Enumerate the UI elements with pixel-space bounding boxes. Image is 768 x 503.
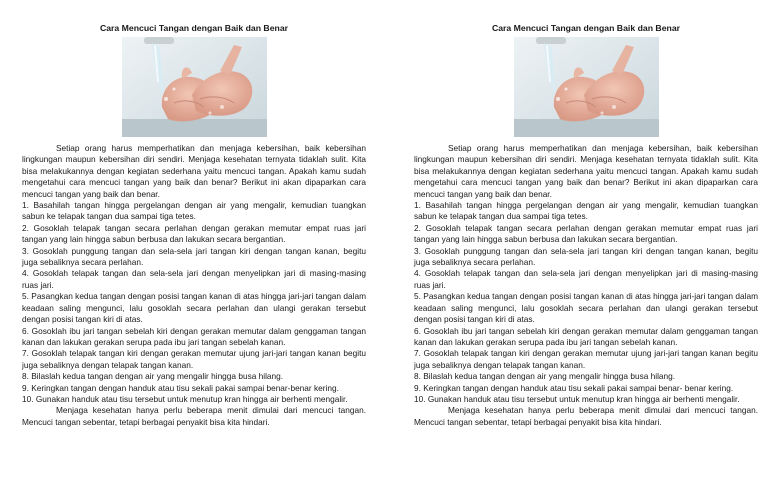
list-item: 9. Keringkan tangan dengan handuk atau tisu sekali pakai sampai benar-benar kering. bbox=[22, 382, 339, 393]
closing-paragraph: Menjaga kesehatan hanya perlu beberapa menit dimulai dari mencuci tangan. Mencuci tangan sebentar, tetapi berbagai penyakit bisa kita hindari. bbox=[22, 405, 366, 427]
intro-paragraph: Setiap orang harus memperhatikan dan menjaga kebersihan, baik kebersihan lingkungan maupun kebersihan diri sendiri. Menjaga kesehatan ternyata tidaklah sulit. Kita bisa melakukannya dengan kegiatan sederhana yaitu mencuci tangan. Apakah kamu sudah mengetahui cara mencuci tangan yang baik dan benar? Berikut ini akan dipaparkan cara mencuci tangan yang baik dan benar. bbox=[414, 143, 758, 199]
intro-paragraph: Setiap orang harus memperhatikan dan menjaga kebersihan, baik kebersihan lingkungan maupun kebersihan diri sendiri. Menjaga kesehatan ternyata tidaklah sulit. Kita bisa melakukannya dengan kegiatan sederhana yaitu mencuci tangan. Apakah kamu sudah mengetahui cara mencuci tangan yang baik dan benar? Berikut ini akan dipaparkan cara mencuci tangan yang baik dan benar. bbox=[22, 143, 366, 199]
list-item: 7. Gosoklah telapak tangan kiri dengan gerakan memutar ujung jari-jari tangan kanan begitu juga sebaliknya dengan telapak tangan kanan. bbox=[414, 348, 758, 370]
hand-washing-photo bbox=[514, 37, 659, 137]
page-title: Cara Mencuci Tangan dengan Baik dan Benar bbox=[491, 23, 681, 33]
list-item: 2. Gosoklah telapak tangan secara perlahan dengan gerakan memutar empat ruas jari tangan yang lain hingga sabun berbusa dan lakukan secara bergantian. bbox=[414, 222, 758, 245]
list-item: 9. Keringkan tangan dengan handuk atau tisu sekali pakai sampai benar- benar kering. bbox=[414, 382, 734, 393]
list-item: 1. Basahilah tangan hingga pergelangan dengan air yang mengalir, kemudian tuangkan sabun ke telapak tangan dua sampai tiga tetes. bbox=[414, 200, 758, 222]
list-item: 3. Gosoklah punggung tangan dan sela-sela jari tangan kiri dengan tangan kanan, begitu juga sebaliknya secara perlahan. bbox=[22, 245, 366, 268]
list-item: 10. Gunakan handuk atau tisu tersebut untuk menutup kran hingga air berhenti mengalir. bbox=[414, 393, 740, 404]
list-item: 10. Gunakan handuk atau tisu tersebut untuk menutup kran hingga air berhenti mengalir. bbox=[22, 393, 348, 404]
list-item: 5. Pasangkan kedua tangan dengan posisi tangan kanan di atas hingga jari-jari tangan dalam keadaan saling mengunci, lalu gosoklah secara perlahan dan ulangi gerakan tersebut dengan posisi tangan kiri di atas. bbox=[414, 291, 758, 325]
list-item: 3. Gosoklah punggung tangan dan sela-sela jari tangan kiri dengan tangan kanan, begitu juga sebaliknya secara perlahan. bbox=[414, 245, 758, 268]
list-item: 5. Pasangkan kedua tangan dengan posisi tangan kanan di atas hingga jari-jari tangan dalam keadaan saling mengunci, lalu gosoklah secara perlahan dan ulangi gerakan tersebut dengan posisi tangan kiri di atas. bbox=[22, 291, 366, 325]
list-item: 8. Bilaslah kedua tangan dengan air yang mengalir hingga busa hilang. bbox=[22, 371, 284, 382]
list-item: 2. Gosoklah telapak tangan secara perlahan dengan gerakan memutar empat ruas jari tangan yang lain hingga sabun berbusa dan lakukan secara bergantian. bbox=[22, 222, 366, 245]
list-item: 4. Gosoklah telapak tangan dan sela-sela jari dengan menyelipkan jari di masing-masing ruas jari. bbox=[22, 268, 366, 290]
closing-paragraph: Menjaga kesehatan hanya perlu beberapa menit dimulai dari mencuci tangan. Mencuci tangan sebentar, tetapi berbagai penyakit bisa kita hindari. bbox=[414, 405, 758, 427]
steps-list bbox=[414, 200, 758, 405]
list-item: 6. Gosoklah ibu jari tangan sebelah kiri dengan gerakan memutar dalam genggaman tangan kanan dan lakukan gerakan serupa pada ibu jari tangan sebelah kanan. bbox=[22, 325, 366, 347]
list-item: 8. Bilaslah kedua tangan dengan air yang mengalir hingga busa hilang. bbox=[414, 371, 676, 382]
page-content bbox=[414, 22, 758, 428]
list-item: 1. Basahilah tangan hingga pergelangan dengan air yang mengalir, kemudian tuangkan sabun ke telapak tangan dua sampai tiga tetes. bbox=[22, 200, 366, 222]
page-content bbox=[22, 22, 366, 428]
document-page-right bbox=[392, 0, 768, 503]
page-title: Cara Mencuci Tangan dengan Baik dan Benar bbox=[99, 23, 289, 33]
hand-washing-photo bbox=[122, 37, 267, 137]
list-item: 6. Gosoklah ibu jari tangan sebelah kiri dengan gerakan memutar dalam genggaman tangan kanan dan lakukan gerakan serupa pada ibu jari tangan sebelah kanan. bbox=[414, 325, 758, 347]
steps-list bbox=[22, 200, 366, 405]
list-item: 4. Gosoklah telapak tangan dan sela-sela jari dengan menyelipkan jari di masing-masing ruas jari. bbox=[414, 268, 758, 290]
list-item: 7. Gosoklah telapak tangan kiri dengan gerakan memutar ujung jari-jari tangan kanan begitu juga sebaliknya dengan telapak tangan kanan. bbox=[22, 348, 366, 370]
document-page-left bbox=[0, 0, 376, 503]
